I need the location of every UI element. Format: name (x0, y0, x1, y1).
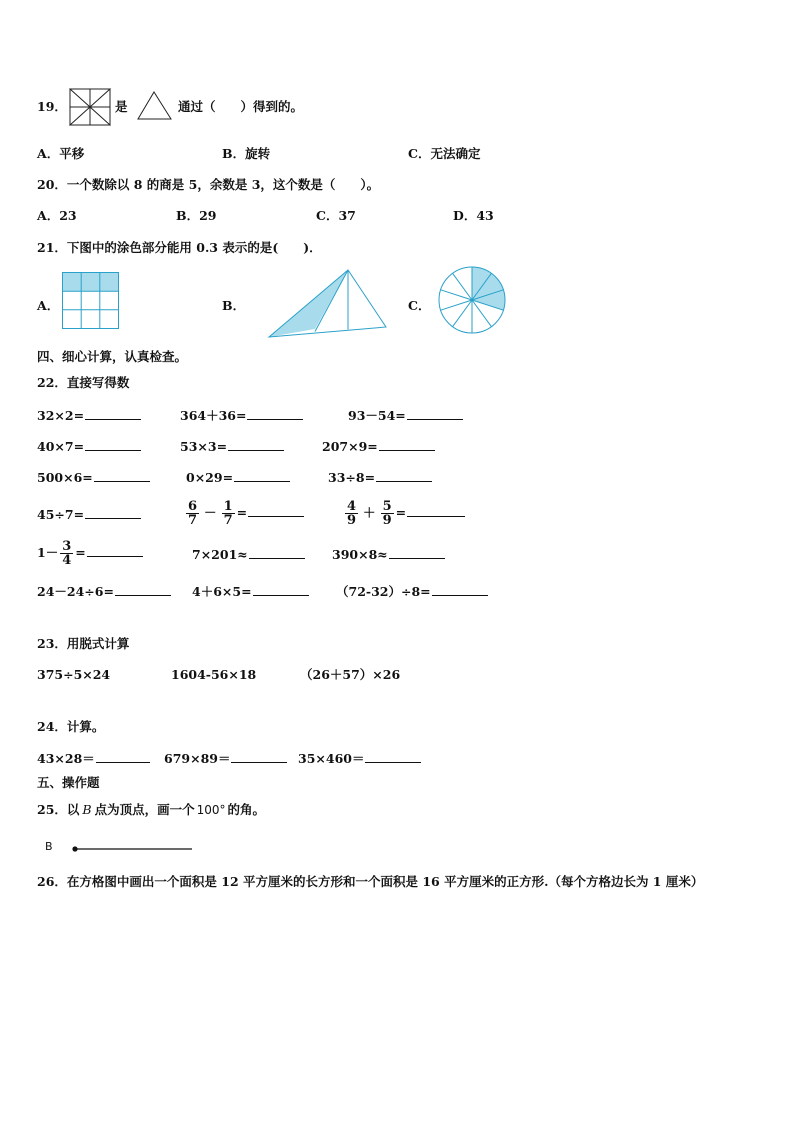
q19-option-a[interactable]: A．平移 (37, 146, 85, 161)
q22-item: 93－54= (348, 407, 463, 424)
q24-title: 24．计算。 (37, 719, 105, 734)
answer-blank[interactable] (85, 407, 141, 420)
q22-item: 32×2= (37, 407, 141, 424)
q22-item: 45÷7= (37, 506, 141, 523)
q22-item: 33÷8= (328, 469, 432, 486)
point-b-label: B (45, 840, 53, 853)
q23-item: （26＋57）×26 (300, 667, 401, 682)
grid-shaded-figure (62, 272, 120, 330)
q25-text: 25．以 B 点为顶点，画一个 100° 的角。 (37, 802, 266, 817)
answer-blank[interactable] (365, 750, 421, 763)
answer-blank[interactable] (96, 750, 150, 763)
windmill-figure-icon (68, 87, 112, 127)
q22-item: （72-32）÷8= (336, 583, 488, 600)
answer-blank[interactable] (85, 506, 141, 519)
q20-option-c[interactable]: C．37 (316, 208, 356, 223)
q23-item: 1604-56×18 (171, 667, 257, 682)
q24-item: 35×460＝ (298, 750, 421, 767)
q21-option-c[interactable]: C． (408, 298, 431, 313)
q19-number: 19． (37, 99, 67, 114)
answer-blank[interactable] (231, 750, 287, 763)
answer-blank[interactable] (115, 583, 171, 596)
q21-option-a[interactable]: A． (37, 298, 60, 313)
q22-item: 7×201≈ (192, 546, 305, 563)
answer-blank[interactable] (376, 469, 432, 482)
q22-fraction-item: $\frac{6}{7}$ － $\frac{1}{7}$ = (184, 497, 304, 529)
q23-item: 375÷5×24 (37, 667, 111, 682)
q19-option-c[interactable]: C．无法确定 (408, 146, 481, 161)
q19-is: 是 (115, 99, 128, 114)
q19-option-b[interactable]: B．旋转 (222, 146, 271, 161)
circle-shaded-figure (437, 266, 507, 336)
q22-item: 53×3= (180, 438, 284, 455)
q22-item: 364＋36= (180, 407, 303, 424)
answer-blank[interactable] (87, 544, 143, 557)
q22-item: 0×29= (186, 469, 290, 486)
answer-blank[interactable] (249, 546, 305, 559)
q21-text: 21．下图中的涂色部分能用 0.3 表示的是( )． (37, 240, 322, 255)
triangle-shaded-figure (268, 268, 388, 340)
section-5-heading: 五、操作题 (37, 775, 100, 790)
answer-blank[interactable] (248, 504, 304, 517)
answer-blank[interactable] (407, 504, 465, 517)
q20-option-d[interactable]: D．43 (453, 208, 494, 223)
q22-item: 24－24÷6= (37, 583, 171, 600)
q23-title: 23．用脱式计算 (37, 636, 130, 651)
q20-text: 20．一个数除以 8 的商是 5，余数是 3，这个数是（ ）。 (37, 177, 380, 192)
q24-item: 679×89＝ (164, 750, 287, 767)
q22-item: 500×6= (37, 469, 150, 486)
answer-blank[interactable] (389, 546, 445, 559)
section-4-heading: 四、细心计算，认真检查。 (37, 349, 188, 364)
answer-blank[interactable] (253, 583, 309, 596)
q26-text: 26．在方格图中画出一个面积是 12 平方厘米的长方形和一个面积是 16 平方厘米的正方形.（每个方格边长为 1 厘米） (37, 874, 704, 889)
answer-blank[interactable] (94, 469, 150, 482)
q22-fraction-item: 1－ $\frac{3}{4}$ = (37, 537, 143, 569)
q21-option-b[interactable]: B． (222, 298, 246, 313)
ray-from-b-figure (70, 844, 194, 854)
q22-item: 207×9= (322, 438, 435, 455)
answer-blank[interactable] (407, 407, 463, 420)
answer-blank[interactable] (85, 438, 141, 451)
answer-blank[interactable] (234, 469, 290, 482)
q20-option-a[interactable]: A．23 (37, 208, 77, 223)
q22-title: 22．直接写得数 (37, 375, 130, 390)
answer-blank[interactable] (247, 407, 303, 420)
q20-option-b[interactable]: B．29 (176, 208, 217, 223)
q22-fraction-item: $\frac{4}{9}$ ＋ $\frac{5}{9}$ = (343, 497, 465, 529)
answer-blank[interactable] (228, 438, 284, 451)
q19-question-text: 通过（ ）得到的。 (178, 99, 304, 114)
triangle-figure-icon (137, 91, 173, 121)
answer-blank[interactable] (432, 583, 488, 596)
q22-item: 390×8≈ (332, 546, 445, 563)
q22-item: 40×7= (37, 438, 141, 455)
q24-item: 43×28＝ (37, 750, 150, 767)
answer-blank[interactable] (379, 438, 435, 451)
q22-item: 4＋6×5= (192, 583, 309, 600)
